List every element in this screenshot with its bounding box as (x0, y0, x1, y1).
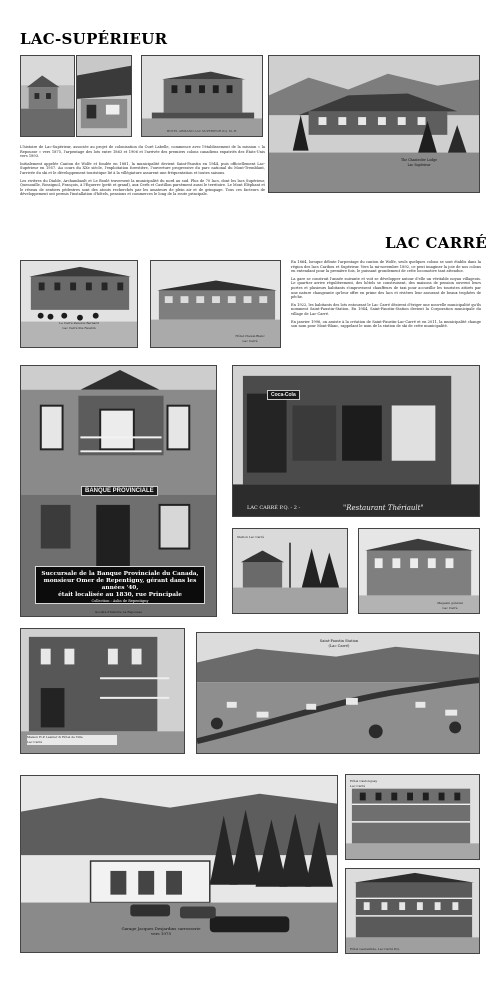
store-porch-illustration (77, 56, 131, 136)
photo-caption: Hôtel Cheval-Blanc Lac Carré (235, 334, 265, 343)
photo-caption: The Chantecler Lodge Lac Supérieur (401, 158, 437, 167)
restaurant-script-caption: "Restaurant Thériault" (343, 504, 424, 512)
photo-caption: LAC CARRÉ P.Q. - 2 - (247, 505, 301, 511)
photo-caption: Hôtel Laurentide, Lac Carré P.Q. (350, 947, 400, 951)
photo-caption: Maison H.P. Lasnier & Hôtel de Ville Lac Carré (27, 735, 117, 745)
section-title-lac-carre: LAC CARRÉ (385, 234, 487, 252)
coca-cola-sign: Coca-Cola (267, 390, 300, 400)
photo-restaurant-theriault (232, 365, 480, 517)
photo-hotel-corner (20, 628, 185, 754)
lac-superieur-paragraph-2: Initialement appelée Canton de Wolfe et fondée en 1881, la municipalité devient Saint-Faustin en 1944, puis officiellement Lac-Supérieur en 1957. Au cours du XXe siècle, l'exploitation forestière, l'ouverture progressive du parc national du Mont-Tremblant, l'arrivée du ski et le développement touristique lié à la villégiature assurent une fréquentation et toutes saisons. (20, 161, 265, 175)
photo-aerial-village (196, 632, 480, 754)
photo-store-porch (76, 55, 132, 137)
photo-caption: Garage Jacques Desjardins carrosserie vers 1975 (121, 926, 201, 936)
houses-illustration (21, 56, 74, 136)
photo-caption: Le Carré Pension Bernard Lac Carré Ste Faustin (59, 321, 99, 330)
photo-station-small (232, 528, 348, 614)
photo-hotel-cheval-blanc (150, 260, 281, 348)
photo-general-store (358, 528, 480, 614)
photo-banque-provinciale (20, 365, 217, 617)
bank-sign: BANQUE PROVINCIALE (81, 486, 158, 496)
photo-houses-1 (20, 55, 75, 137)
lac-carre-paragraph-4: En janvier 1996, on assiste à la création de Saint-Faustin-Lac-Carré et en 2011, la municipalité change son nom pour Mont-Blanc, rappelant le nom de la station de ski de cette municipalité. (291, 319, 481, 329)
lac-carre-paragraph-1: En 1864, lorsque débute l'arpentage du canton de Wolfe, seuls quelques colons se sont établis dans la région des lacs Caribou et Supérieur. Vers la mi-novembre 1892, ce peut imaginer la joie de nos colons en entendant pour la première fois, le puissant grondement de cette locomotive tant attendue. (291, 260, 481, 274)
photo-pensions-group (20, 260, 138, 348)
hotel-laurentide-illustration (346, 869, 479, 953)
aerial-village-illustration (197, 633, 479, 753)
photo-chantecler-lodge (268, 55, 480, 193)
photo-caption: HOTEL ARMAND LAC SUPERIEUR P.Q. M.-H. (166, 129, 238, 133)
bank-plate-credit: Collection : Aslin de Repentigny (91, 599, 149, 603)
lac-superieur-paragraph-3: Les rivières du Diable, Archambault et Le Boulé traversent la municipalité du nord au sud. Plus de 70 lacs, dont les lacs Supérieur, Quenouille, Rossignol, François, à l'Équerre (petit et grand), aux Cerfs et Castillon parsèment aussi le territoire. Le Mont Éléphant et le réseau de sentiers pédestres sont des atouts recherchés par les amateurs de plein air et de grimpage. Tous ces facteurs de développement ont permis l'installation d'hôtels, pensions et commerces le long de la route principale. (20, 178, 265, 197)
lac-superieur-paragraph-1: L'histoire de Lac-Supérieur, associée au projet de colonisation du Curé Labelle, commence avec l'établissement de la mission « la Repousse » vers 1875, l'arpentage des lots entre 1863 et 1906 et l'arrivée des premiers colons canadiens expatriés des États-Unis vers 1893. (20, 145, 265, 159)
photo-caption: Station Lac Carré (237, 535, 265, 539)
station-illustration (233, 529, 347, 613)
bank-society-credit: Société d'histoire La Repousse (95, 610, 142, 614)
bank-caption-plate (35, 566, 205, 604)
bank-plate-line-1: Succursale de la Banque Provinciale du Canada, (41, 571, 199, 577)
photo-caption: Magasin général Lac Carré (437, 601, 463, 610)
section-title-lac-superieur: LAC-SUPÉRIEUR (20, 30, 168, 48)
hotel-armand-illustration (142, 56, 262, 136)
pensions-illustration (21, 261, 137, 347)
photo-caption: Hôtel Castonguay Lac Carré (350, 779, 378, 788)
photo-garage-desjardins (20, 775, 338, 953)
lac-carre-paragraph-3: En 1922, les habitants des lots entourant le Lac Carré désirent d'ériger une nouvelle municipalité qu'ils nomment Saint-Faustin-Station. En 1944, Saint-Faustin-Station devient la Corporation municipale du village de Lac-Carré. (291, 302, 481, 316)
lac-carre-paragraph-2: La gare se construit l'année suivante et voit se développer autour d'elle un véritable noyau villageois. Le quartier arrive régulièrement, des hôtels se construisent, des maisons de pension ouvrent leurs portes et plusieurs habitants s'improvisent chauffeurs de taxi pour accueillir les touristes attirés par une nature changeante qu'leur offre en prime des lacs et rivières leur assurant de beaux trophées de pêche. (291, 276, 481, 300)
photo-caption: Saint-Faustin Station (Lac Carré) (319, 639, 359, 648)
bank-plate-line-2: monsieur Omer de Repentigny, gérant dans les années '40, (43, 578, 197, 591)
photo-hotel-laurentide (345, 868, 480, 954)
lac-superieur-text (20, 145, 265, 197)
chantecler-lodge-illustration (269, 56, 479, 192)
lac-carre-text (291, 260, 481, 329)
bank-plate-line-3: était localisée au 1830, rue Principale (58, 592, 182, 598)
restaurant-illustration (233, 366, 479, 516)
photo-hotel-armand (141, 55, 263, 137)
photo-hotel-castonguay (345, 774, 480, 860)
